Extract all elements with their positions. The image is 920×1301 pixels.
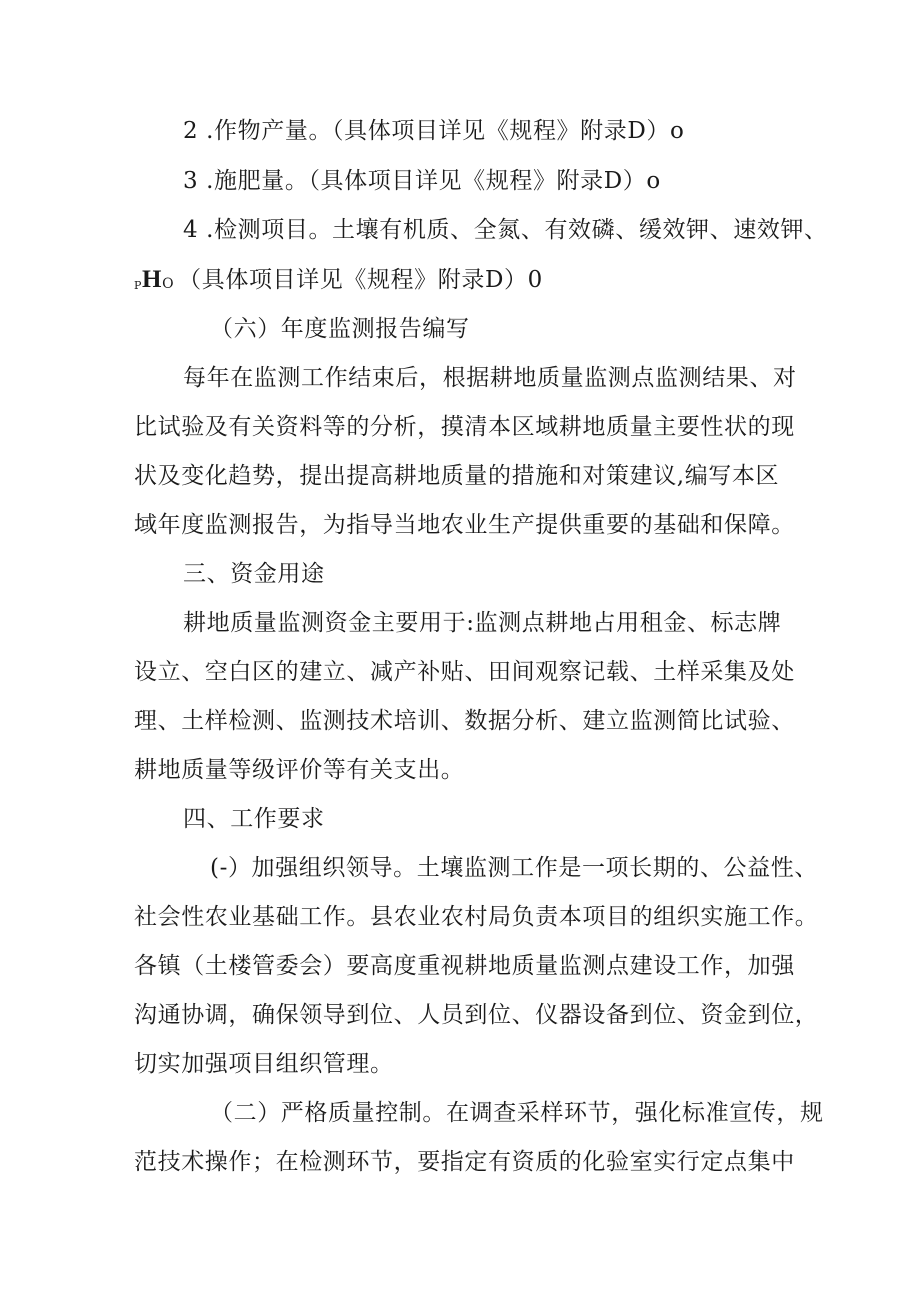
paragraph-line: 范技术操作；在检测环节，要指定有资质的化验室实行定点集中 — [134, 1149, 795, 1175]
paragraph-line: 状及变化趋势，提出提高耕地质量的措施和对策建议,编写本区 — [134, 463, 780, 489]
paragraph-line: (-）加强组织领导。土壤监测工作是一项长期的、公益性、 — [210, 855, 818, 881]
list-item-test-items-cont — [134, 265, 543, 295]
subheading-annual-report: （六）年度监测报告编写 — [210, 316, 470, 342]
section-heading-requirements: 四、工作要求 — [183, 806, 325, 832]
paragraph-line: 理、土样检测、监测技术培训、数据分析、建立监测简比试验、 — [134, 708, 795, 734]
paragraph-line: 社会性农业基础工作。县农业农村局负责本项目的组织实施工作。 — [134, 904, 819, 930]
paragraph-line: 设立、空白区的建立、减产补贴、田间观察记载、土样采集及处 — [134, 659, 795, 685]
list-item-crop-yield: 2 .作物产量。（具体项目详见《规程》附录D）o — [183, 118, 685, 144]
paragraph-line: 耕地质量等级评价等有关支出。 — [134, 757, 465, 783]
paragraph-line: 每年在监测工作结束后，根据耕地质量监测点监测结果、对 — [183, 365, 797, 391]
paragraph-line: 耕地质量监测资金主要用于:监测点耕地占用租金、标志牌 — [183, 610, 782, 636]
list-item-test-items: 4 .检测项目。土壤有机质、全氮、有效磷、缓效钾、速效钾、 — [183, 217, 828, 243]
ph-h-char: H — [142, 266, 163, 293]
paragraph-line: （二）严格质量控制。在调查采样环节，强化标准宣传，规 — [210, 1100, 824, 1126]
paragraph-line: 各镇（土楼管委会）要高度重视耕地质量监测点建设工作，加强 — [134, 953, 795, 979]
ph-o-char: O — [162, 276, 175, 292]
paragraph-line: 沟通协调，确保领导到位、人员到位、仪器设备到位、资金到位， — [134, 1002, 819, 1028]
ph-rest: （具体项目详见《规程》附录D）0 — [178, 267, 543, 293]
section-heading-funds: 三、资金用途 — [183, 561, 325, 587]
ph-p-char: P — [134, 279, 143, 292]
paragraph-line: 切实加强项目组织管理。 — [134, 1051, 394, 1077]
list-item-fertilizer: 3 .施肥量。（具体项目详见《规程》附录D）o — [183, 168, 661, 194]
paragraph-line: 域年度监测报告，为指导当地农业生产提供重要的基础和保障。 — [134, 512, 795, 538]
paragraph-line: 比试验及有关资料等的分析，摸清本区域耕地质量主要性状的现 — [134, 414, 795, 440]
